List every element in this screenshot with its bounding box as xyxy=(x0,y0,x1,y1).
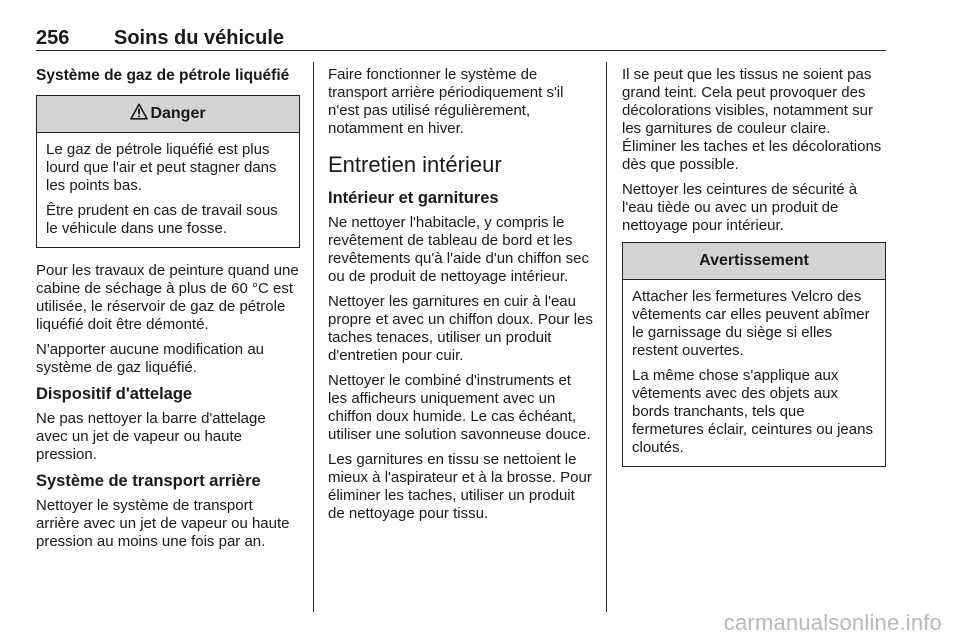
watermark: carmanualsonline.info xyxy=(723,610,942,635)
seat-belts-text: Nettoyer les ceintures de sécurité à l'eau tiède ou avec un produit de nettoyage pour intérieur. xyxy=(622,181,858,234)
danger-label: Danger xyxy=(150,105,206,122)
page-number: 256 xyxy=(36,27,70,49)
danger-text-1: Le gaz de pétrole liquéfié est plus lourd que l'air et peut stagner dans les points bas. xyxy=(46,141,277,194)
warning-label: Avertissement xyxy=(699,252,809,269)
column-2 xyxy=(328,66,594,530)
rear-carrier-text: Nettoyer le système de transport arrière avec un jet de vapeur ou haute pression au moins une fois par an. xyxy=(36,497,290,550)
danger-text-2: Être prudent en cas de travail sous le véhicule dans une fosse. xyxy=(46,202,278,237)
warning-box-body xyxy=(623,280,885,466)
page-title: Soins du véhicule xyxy=(114,27,285,49)
warning-triangle-icon xyxy=(130,98,148,134)
danger-box-header xyxy=(37,96,299,133)
column-divider-2 xyxy=(606,62,607,612)
column-1 xyxy=(36,66,300,558)
leather-cleaning-text: Nettoyer les garnitures en cuir à l'eau propre et avec un chiffon doux. Pour les taches tenaces, utiliser un produit d'entretien pour cuir. xyxy=(328,293,593,364)
page-header xyxy=(36,26,886,50)
no-modification-text: N'apporter aucune modification au système de gaz liquéfié. xyxy=(36,341,265,376)
warning-box xyxy=(622,242,886,467)
paint-work-text: Pour les travaux de peinture quand une cabine de séchage à plus de 60 °C est utilisée, le réservoir de gaz de pétrole liquéfié doit être démonté. xyxy=(36,262,299,333)
header-divider xyxy=(36,50,886,51)
danger-box xyxy=(36,95,300,248)
column-divider-1 xyxy=(313,62,314,612)
column-3 xyxy=(622,66,886,481)
instrument-cluster-text: Nettoyer le combiné d'instruments et les afficheurs uniquement avec un chiffon doux humide. Le cas échéant, utiliser une solution savonneuse douce. xyxy=(328,372,591,443)
warning-box-header xyxy=(623,243,885,280)
fabric-dye-text: Il se peut que les tissus ne soient pas grand teint. Cela peut provoquer des décolorations visibles, notamment sur les garnitures de couleur claire. Éliminer les taches et les décolorations dès que possible. xyxy=(622,66,882,173)
warning-text-2: La même chose s'applique aux vêtements avec des objets aux bords tranchants, tels que fermetures éclair, ceintures ou jeans cloutés. xyxy=(632,367,873,456)
fabric-cleaning-text: Les garnitures en tissu se nettoient le mieux à l'aspirateur et à la brosse. Pour éliminer les taches, utiliser un produit de nettoyage pour tissu. xyxy=(328,451,592,522)
rear-carrier-operate-text: Faire fonctionner le système de transport arrière périodiquement s'il n'est pas utilisé régulièrement, notamment en hiver. xyxy=(328,66,564,137)
heading-towing-device: Dispositif d'attelage xyxy=(36,385,193,403)
heading-lpg-system: Système de gaz de pétrole liquéfié xyxy=(36,67,290,84)
heading-interior-care: Entretien intérieur xyxy=(328,152,502,177)
danger-box-body xyxy=(37,133,299,247)
warning-text-1: Attacher les fermetures Velcro des vêtements car elles peuvent abîmer le garnissage du siège si elles restent ouvertes. xyxy=(632,288,870,359)
heading-rear-carrier: Système de transport arrière xyxy=(36,472,261,490)
heading-interior-trim: Intérieur et garnitures xyxy=(328,189,499,207)
towing-text: Ne pas nettoyer la barre d'attelage avec un jet de vapeur ou haute pression. xyxy=(36,410,266,463)
cabin-cleaning-text: Ne nettoyer l'habitacle, y compris le revêtement de tableau de bord et les revêtements qu'à l'aide d'un chiffon sec ou de produit de nettoyage intérieur. xyxy=(328,214,589,285)
